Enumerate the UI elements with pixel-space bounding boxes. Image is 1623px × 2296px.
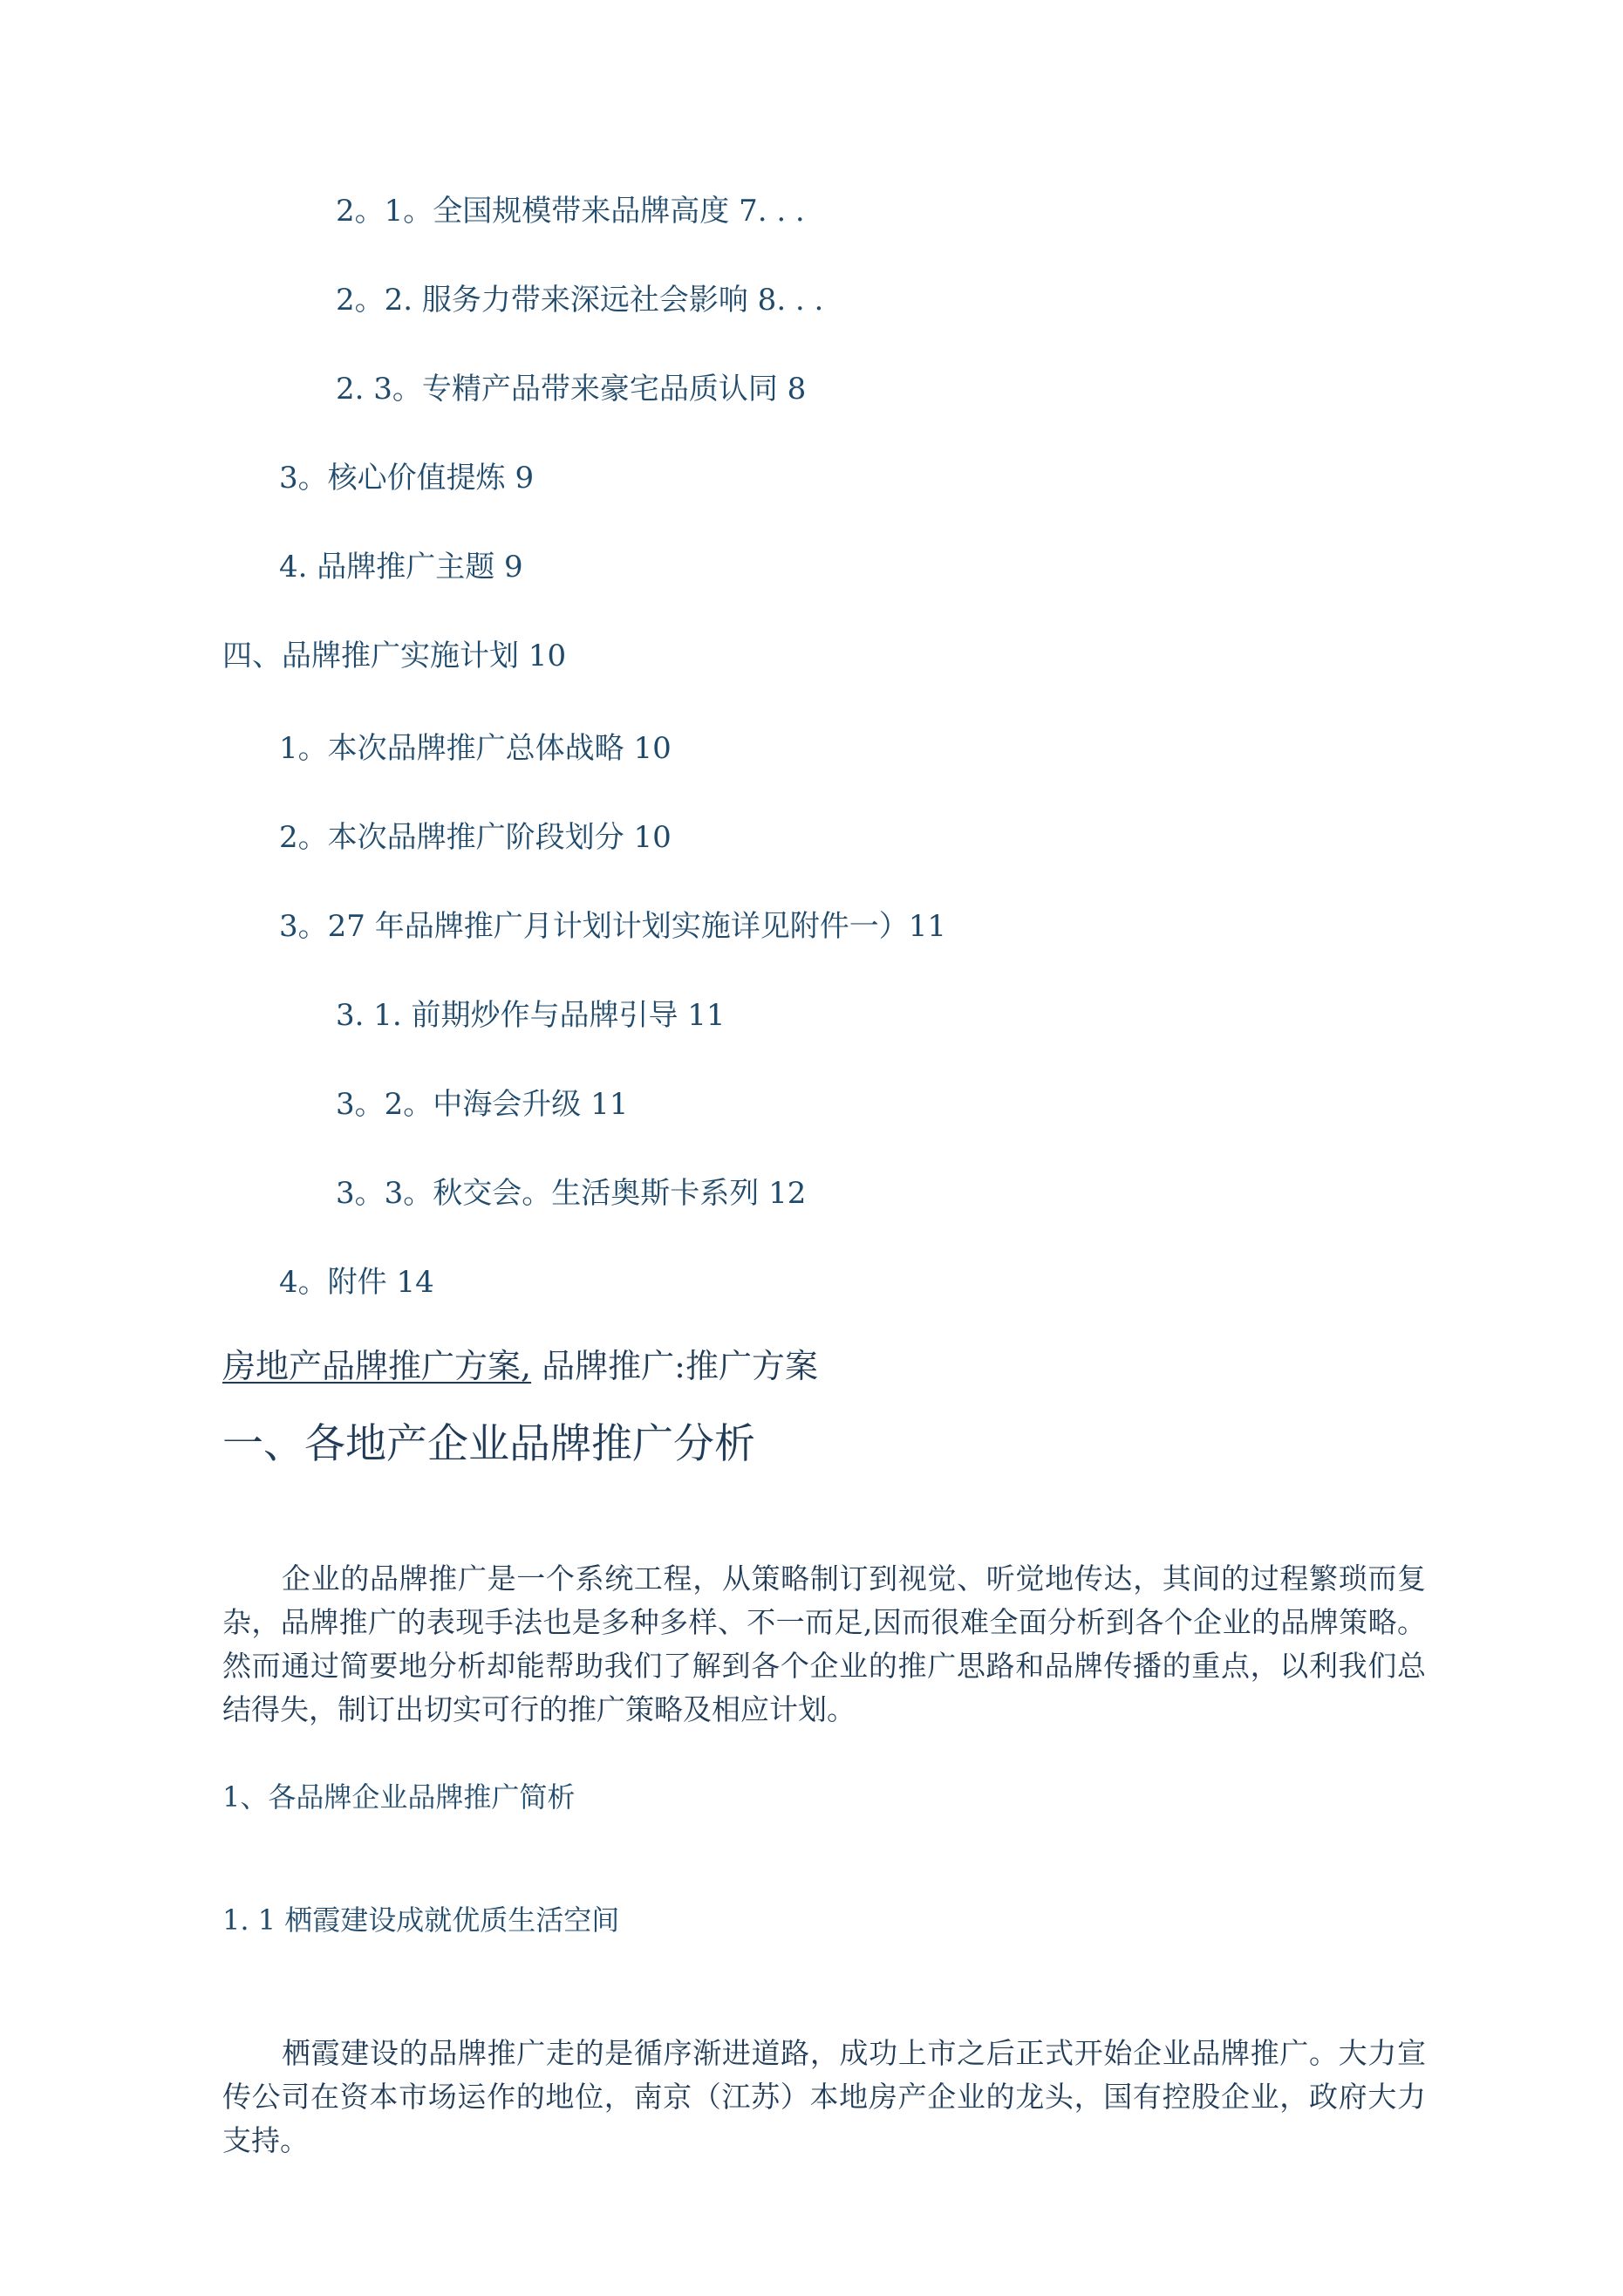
toc-item[interactable]: 2. 3。专精产品带来豪宅品质认同 8 bbox=[336, 372, 807, 407]
toc-item[interactable]: 2。本次品牌推广阶段划分 10 bbox=[279, 820, 672, 855]
toc-item[interactable]: 4。附件 14 bbox=[279, 1265, 434, 1300]
toc-item[interactable]: 四、品牌推广实施计划 10 bbox=[222, 639, 567, 673]
toc-item[interactable]: 1。本次品牌推广总体战略 10 bbox=[279, 731, 672, 766]
toc-item[interactable]: 3。27 年品牌推广月计划计划实施详见附件一）11 bbox=[279, 909, 946, 944]
document-title-rest: 品牌推广:推广方案 bbox=[531, 1347, 818, 1385]
intro-paragraph: 企业的品牌推广是一个系统工程，从策略制订到视觉、听觉地传达，其间的过程繁琐而复杂，品牌推广的表现手法也是多种多样、不一而足,因而很难全面分析到各个企业的品牌策略。然而通过简要地分析却能帮助我们了解到各个企业的推广思路和品牌传播的重点，以利我们总结得失，制订出切实可行的推广策略及相应计划。 bbox=[222, 1561, 1426, 1726]
section-title: 一、各地产企业品牌推广分析 bbox=[222, 1420, 755, 1468]
subsection-heading: 1. 1 栖霞建设成就优质生活空间 bbox=[222, 1903, 620, 1937]
toc-item[interactable]: 3. 1. 前期炒作与品牌引导 11 bbox=[336, 998, 726, 1033]
subsection-heading: 1、各品牌企业品牌推广简析 bbox=[222, 1780, 576, 1814]
toc-item[interactable]: 4. 品牌推广主题 9 bbox=[279, 550, 523, 584]
toc-item[interactable]: 2。2. 服务力带来深远社会影响 8. . . bbox=[336, 283, 824, 318]
document-title-link[interactable]: 房地产品牌推广方案, bbox=[222, 1347, 532, 1385]
body-paragraph: 栖霞建设的品牌推广走的是循序渐进道路，成功上市之后正式开始企业品牌推广。大力宣传公司在资本市场运作的地位，南京（江苏）本地房产企业的龙头，国有控股企业，政府大力支持。 bbox=[222, 2036, 1426, 2157]
toc-item[interactable]: 3。2。中海会升级 11 bbox=[336, 1087, 629, 1122]
document-title-line bbox=[222, 1346, 818, 1386]
toc-item[interactable]: 2。1。全国规模带来品牌高度 7. . . bbox=[336, 194, 805, 229]
toc-item[interactable]: 3。核心价值提炼 9 bbox=[279, 461, 535, 495]
toc-item[interactable]: 3。3。秋交会。生活奥斯卡系列 12 bbox=[336, 1176, 807, 1211]
